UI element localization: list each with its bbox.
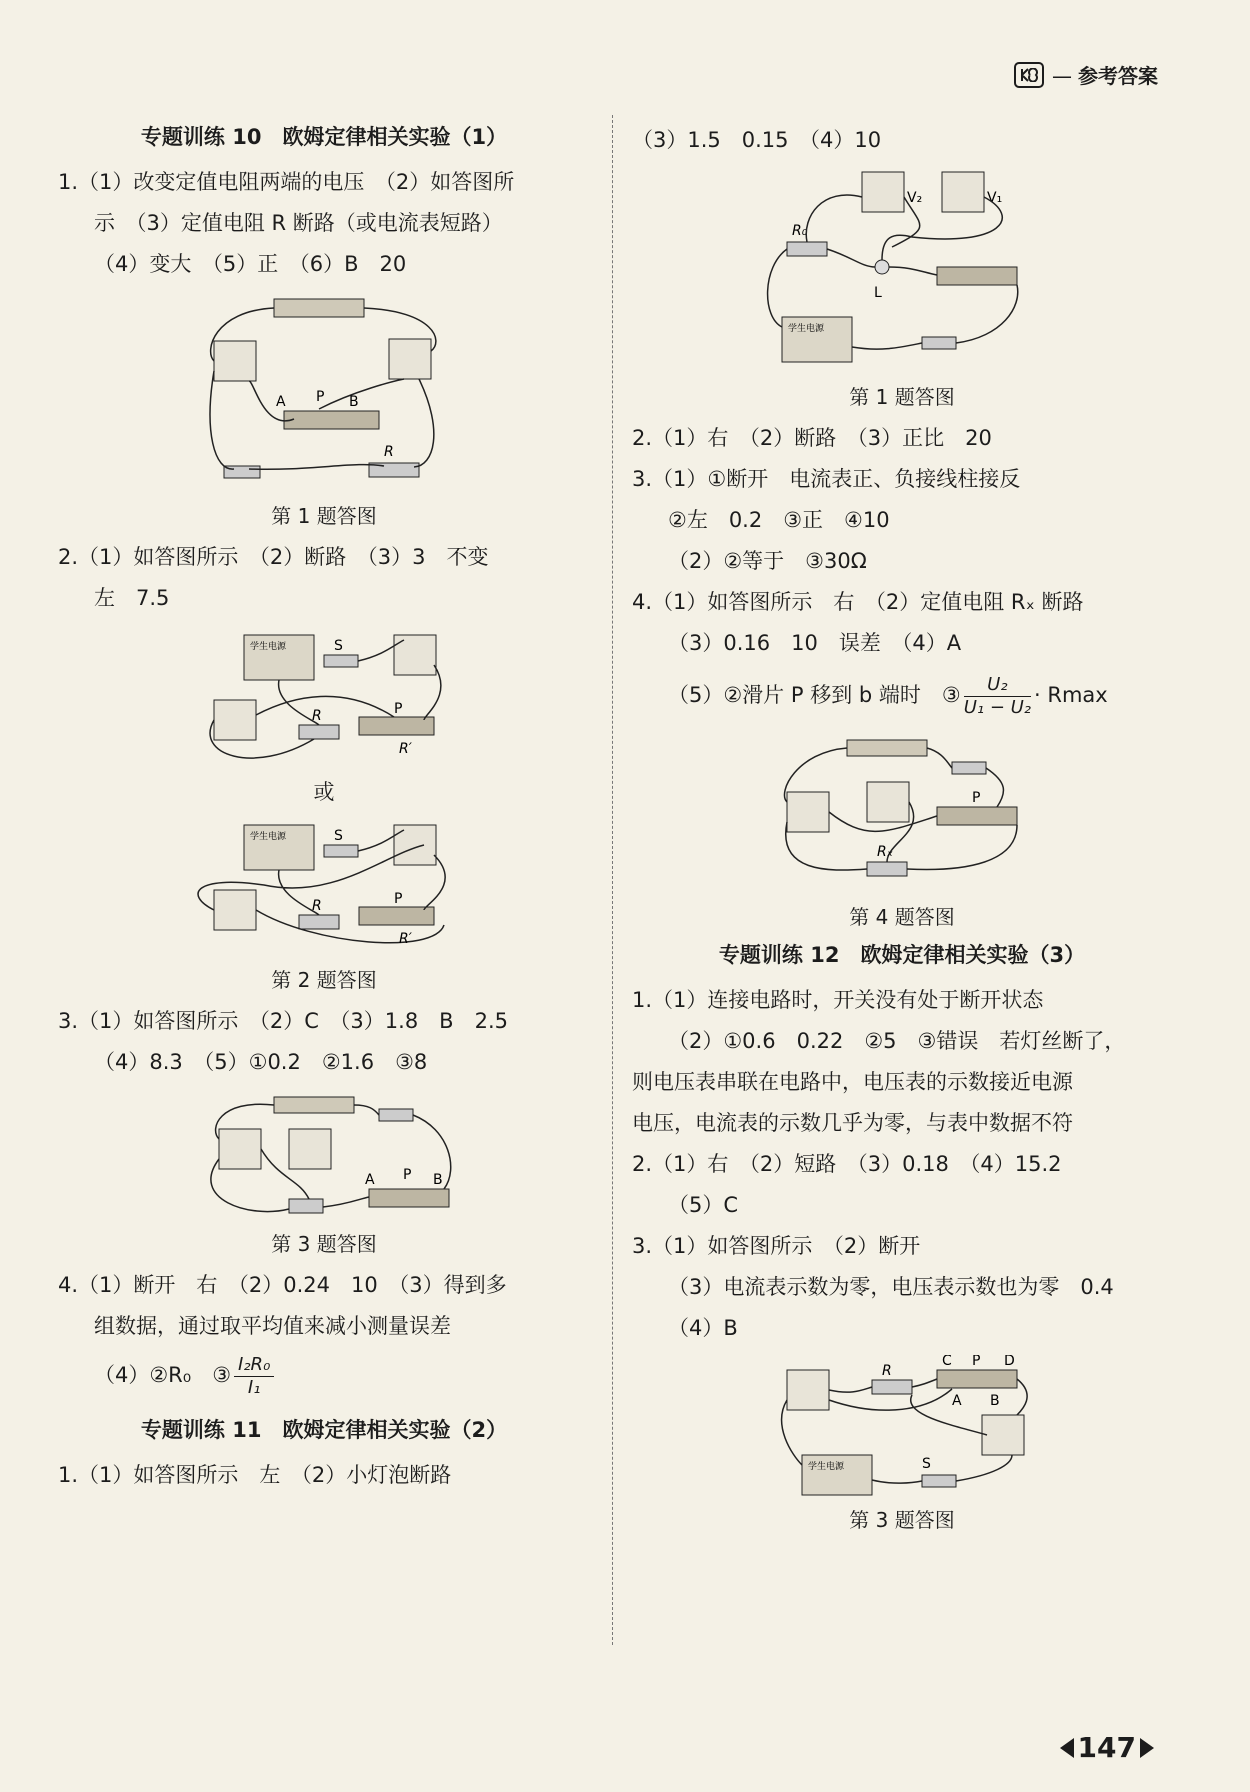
- svg-text:S: S: [922, 1456, 931, 1472]
- answer-line: 1.（1）连接电路时，开关没有处于断开状态: [632, 988, 1044, 1012]
- figure-caption: 第 3 题答图: [849, 1508, 955, 1532]
- svg-text:P: P: [972, 1355, 981, 1369]
- section-title-12: 专题训练 12 欧姆定律相关实验（3）: [718, 943, 1086, 967]
- svg-text:R′: R′: [399, 741, 412, 757]
- formula-fraction: $\frac{\text{I₂R₀}}{\text{I₁}}$: [234, 1354, 274, 1399]
- header-title: — 参考答案: [1052, 60, 1158, 89]
- svg-text:R: R: [384, 444, 394, 460]
- answer-line: （2）②等于 ③30Ω: [668, 549, 867, 573]
- circuit-diagram-2a: [194, 625, 454, 775]
- answer-line-formula: [632, 664, 1172, 726]
- answer-line: ②左 0.2 ③正 ④10: [668, 508, 890, 532]
- answer-line: （4）8.3 （5）①0.2 ②1.6 ③8: [94, 1050, 428, 1074]
- svg-text:学生电源: 学生电源: [250, 642, 287, 652]
- page-header: [1014, 60, 1158, 89]
- brand-logo-icon: [1014, 62, 1044, 88]
- svg-text:D: D: [1004, 1355, 1015, 1369]
- svg-text:P: P: [972, 790, 981, 806]
- svg-text:B: B: [990, 1393, 1000, 1409]
- svg-text:C: C: [942, 1355, 952, 1369]
- answer-line: （5）C: [668, 1193, 739, 1217]
- svg-text:S: S: [334, 638, 343, 654]
- circuit-diagram-r1: [762, 167, 1042, 382]
- svg-text:学生电源: 学生电源: [250, 832, 287, 842]
- svg-text:B: B: [433, 1172, 443, 1188]
- answer-line: 3.（1）如答图所示 （2）断开: [632, 1234, 921, 1258]
- svg-text:V₁: V₁: [987, 190, 1003, 206]
- svg-text:B: B: [349, 394, 359, 410]
- answer-line: 2.（1）右 （2）短路 （3）0.18 （4）15.2: [632, 1152, 1062, 1176]
- circuit-diagram-1: [194, 291, 454, 501]
- answer-line: （4）B: [668, 1316, 738, 1340]
- triangle-left-icon: [1060, 1738, 1074, 1758]
- answer-text: · Rmax: [1034, 683, 1108, 707]
- section-title-11: 专题训练 11 欧姆定律相关实验（2）: [140, 1418, 508, 1442]
- formula-fraction: $\frac{\text{U₂}}{\text{U₁ − U₂}}$: [963, 673, 1032, 718]
- answer-line: 4.（1）断开 右 （2）0.24 10 （3）得到多: [58, 1273, 507, 1297]
- svg-text:R: R: [312, 708, 322, 724]
- svg-text:S: S: [334, 828, 343, 844]
- figure-caption: 第 4 题答图: [849, 905, 955, 929]
- circuit-diagram-3: [189, 1089, 459, 1229]
- left-column: [58, 120, 590, 1496]
- answer-line: （2）①0.6 0.22 ②5 ③错误 若灯丝断了，: [668, 1029, 1126, 1053]
- answer-text: （5）②滑片 P 移到 b 端时 ③: [668, 683, 961, 707]
- answer-line: 电压，电流表的示数几乎为零，与表中数据不符: [632, 1111, 1073, 1135]
- svg-text:P: P: [394, 701, 403, 717]
- svg-text:学生电源: 学生电源: [788, 324, 825, 334]
- svg-text:A: A: [952, 1393, 962, 1409]
- answer-line: （3）0.16 10 误差 （4）A: [668, 631, 962, 655]
- figure-caption: 第 1 题答图: [849, 385, 955, 409]
- svg-text:R: R: [882, 1363, 892, 1379]
- svg-text:V₂: V₂: [907, 190, 923, 206]
- svg-text:学生电源: 学生电源: [808, 1462, 845, 1472]
- answer-line: 1.（1）如答图所示 左 （2）小灯泡断路: [58, 1463, 452, 1487]
- svg-text:A: A: [365, 1172, 375, 1188]
- circuit-diagram-r3: [772, 1355, 1032, 1505]
- answer-line: 组数据，通过取平均值来减小测量误差: [94, 1314, 451, 1338]
- answer-line: （4）变大 （5）正 （6）B 20: [94, 252, 407, 276]
- triangle-right-icon: [1140, 1738, 1154, 1758]
- answer-line: 1.（1）改变定值电阻两端的电压 （2）如答图所: [58, 170, 515, 194]
- circuit-diagram-r4: [767, 732, 1037, 902]
- svg-text:Rₓ: Rₓ: [877, 844, 893, 860]
- page-number: 147: [1060, 1731, 1154, 1764]
- answer-line: 左 7.5: [94, 586, 170, 610]
- answer-line: 2.（1）右 （2）断路 （3）正比 20: [632, 426, 992, 450]
- answer-line: 则电压表串联在电路中，电压表的示数接近电源: [632, 1070, 1073, 1094]
- svg-text:L: L: [874, 285, 882, 301]
- answer-line: （3）1.5 0.15 （4）10: [632, 128, 882, 152]
- answer-line: 3.（1）如答图所示 （2）C （3）1.8 B 2.5: [58, 1009, 508, 1033]
- or-text: 或: [313, 780, 335, 804]
- answer-line-formula: [58, 1347, 590, 1403]
- circuit-diagram-2b: [184, 815, 464, 965]
- figure-caption: 第 3 题答图: [271, 1232, 377, 1256]
- answer-line: （3）电流表示数为零，电压表示数也为零 0.4: [668, 1275, 1114, 1299]
- svg-text:P: P: [394, 891, 403, 907]
- svg-text:P: P: [403, 1167, 412, 1183]
- right-column: [632, 120, 1172, 1541]
- section-title-10: 专题训练 10 欧姆定律相关实验（1）: [140, 125, 508, 149]
- answer-line: 2.（1）如答图所示 （2）断路 （3）3 不变: [58, 545, 489, 569]
- svg-text:R′: R′: [399, 931, 412, 947]
- figure-caption: 第 2 题答图: [271, 968, 377, 992]
- svg-text:R₀: R₀: [792, 223, 808, 239]
- answer-line: 3.（1）①断开 电流表正、负接线柱接反: [632, 467, 1021, 491]
- answer-text: （4）②R₀ ③: [94, 1363, 232, 1387]
- figure-caption: 第 1 题答图: [271, 504, 377, 528]
- svg-text:P: P: [316, 389, 325, 405]
- answer-line: 示 （3）定值电阻 R 断路（或电流表短路）: [94, 211, 503, 235]
- svg-text:R: R: [312, 898, 322, 914]
- svg-text:A: A: [276, 394, 286, 410]
- answer-line: 4.（1）如答图所示 右 （2）定值电阻 Rₓ 断路: [632, 590, 1084, 614]
- column-divider: [612, 115, 613, 1645]
